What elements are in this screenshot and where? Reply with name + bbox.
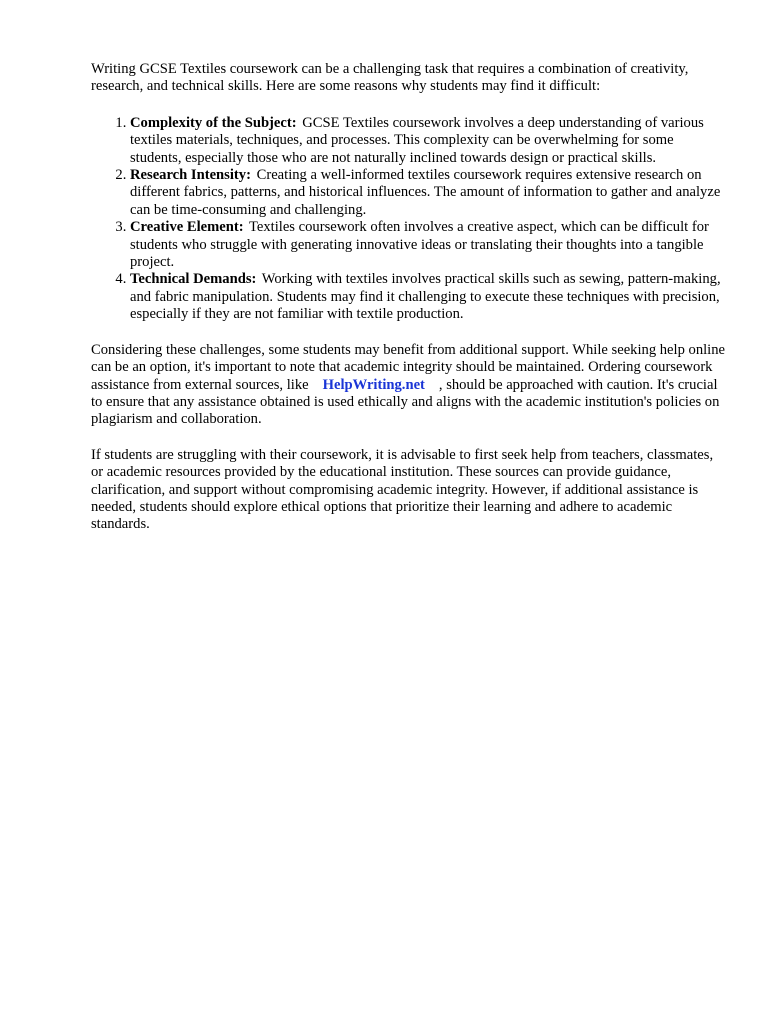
reason-term: Complexity of the Subject:	[130, 114, 297, 131]
reason-term: Research Intensity:	[130, 167, 251, 184]
intro-paragraph: Writing GCSE Textiles coursework can be a challenging task that requires a combination of creativity, research, and technical skills. Here are some reasons why students may find it difficult:	[91, 61, 689, 95]
reason-text: Creating a well-informed textiles coursework requires extensive research on different fabrics, patterns, and historical influences. The amount of information to gather and analyze can be time-consuming and challenging.	[130, 167, 721, 218]
list-item	[130, 271, 726, 323]
reasons-list	[91, 115, 726, 324]
reason-text: Textiles coursework often involves a creative aspect, which can be difficult for students who struggle with generating innovative ideas or translating their thoughts into a tangible project.	[130, 219, 709, 271]
list-item	[130, 115, 726, 167]
list-item	[130, 219, 726, 271]
helpwriting-link[interactable]: HelpWriting.net	[322, 376, 425, 393]
paragraph-text-after-link: , should be approached with caution. It's crucial to ensure that any assistance obtained is used ethically and aligns with the academic institution's policies on plagiarism and collaboration.	[91, 376, 720, 428]
reason-term: Creative Element:	[130, 219, 244, 236]
reason-text: GCSE Textiles coursework involves a deep understanding of various textiles materials, techniques, and processes. This complexity can be overwhelming for some students, especially those who are not naturally inclined towards design or practical skills.	[130, 114, 704, 166]
list-item	[130, 167, 726, 219]
document-page	[91, 61, 726, 552]
reason-text: Working with textiles involves practical skills such as sewing, pattern-making, and fabric manipulation. Students may find it challenging to execute these techniques with precision, especially if they are not familiar with textile production.	[130, 271, 721, 323]
advice-paragraph: If students are struggling with their coursework, it is advisable to first seek help from teachers, classmates, or academic resources provided by the educational institution. These sources can provide guidance, clarification, and support without compromising academic integrity. However, if additional assistance is needed, students should explore ethical options that prioritize their learning and adhere to academic standards.	[91, 446, 714, 533]
reason-term: Technical Demands:	[130, 271, 257, 288]
considerations-paragraph	[91, 342, 726, 429]
paragraph-text-before-link: Considering these challenges, some students may benefit from additional support. While seeking help online can be an option, it's important to note that academic integrity should be maintained. Ordering coursework assistance from external sources, like	[91, 341, 726, 393]
